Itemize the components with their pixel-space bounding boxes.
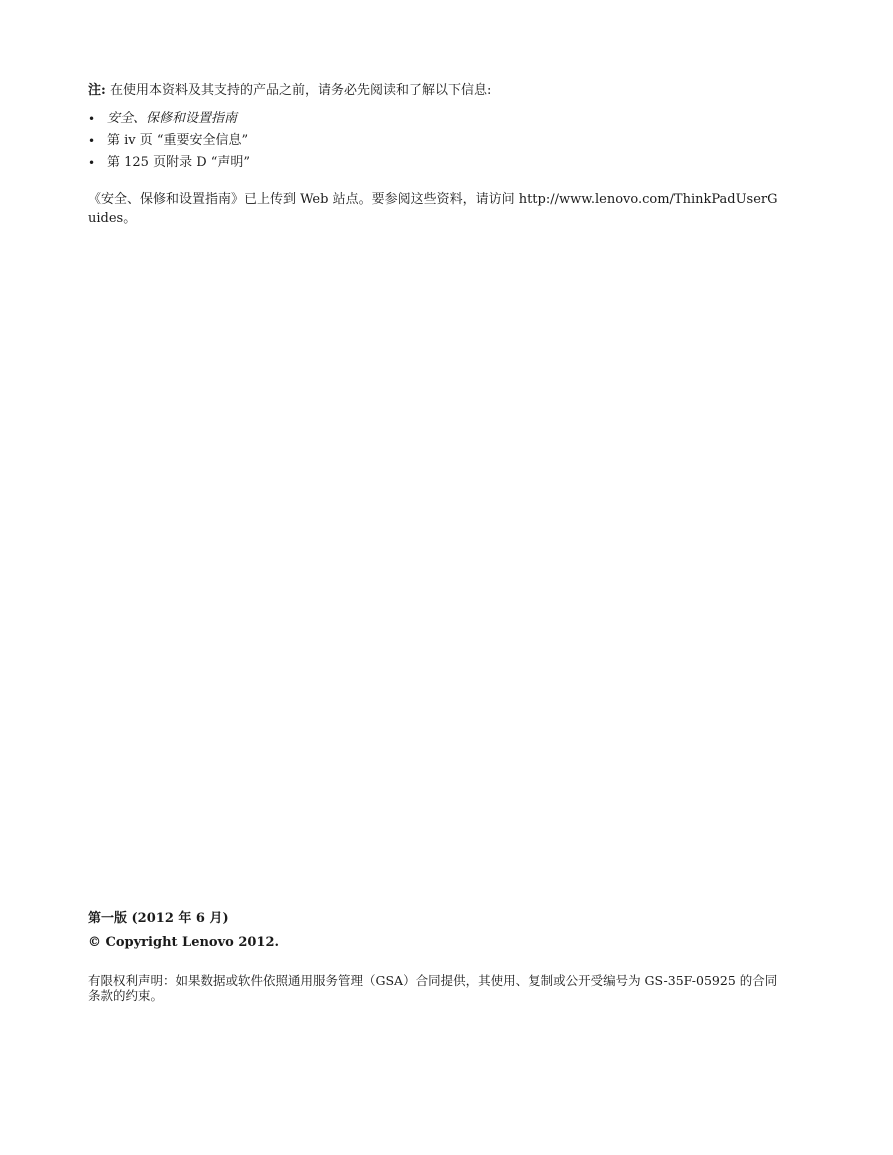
required-reading-list: [88, 108, 250, 174]
list-item-text: 第 iv 页 “重要安全信息”: [107, 133, 249, 148]
website-paragraph: 《安全、保修和设置指南》已上传到 Web 站点。要参阅这些资料，请访问 http://www.lenovo.com/ThinkPadUserGuides。: [88, 192, 778, 226]
list-item-safety-info: [88, 130, 250, 152]
note-line: [88, 82, 491, 100]
bullet-icon: •: [88, 156, 96, 170]
rights-notice: 有限权利声明：如果数据或软件依照通用服务管理（GSA）合同提供，其使用、复制或公开受编号为 GS-35F-05925 的合同条款的约束。: [88, 973, 778, 1003]
list-item-notices: [88, 152, 250, 174]
list-item-text: 第 125 页附录 D “声明”: [107, 155, 251, 170]
document-page: [88, 0, 788, 1155]
bullet-icon: •: [88, 134, 96, 148]
note-text: 在使用本资料及其支持的产品之前，请务必先阅读和了解以下信息:: [109, 83, 492, 98]
list-item-safety-guide: [88, 108, 250, 130]
copyright-line: © Copyright Lenovo 2012.: [88, 935, 280, 950]
bullet-icon: •: [88, 112, 96, 126]
list-item-text: 安全、保修和设置指南: [107, 111, 238, 126]
edition-line: 第一版 (2012 年 6 月): [88, 911, 229, 926]
note-label: 注:: [88, 83, 106, 98]
